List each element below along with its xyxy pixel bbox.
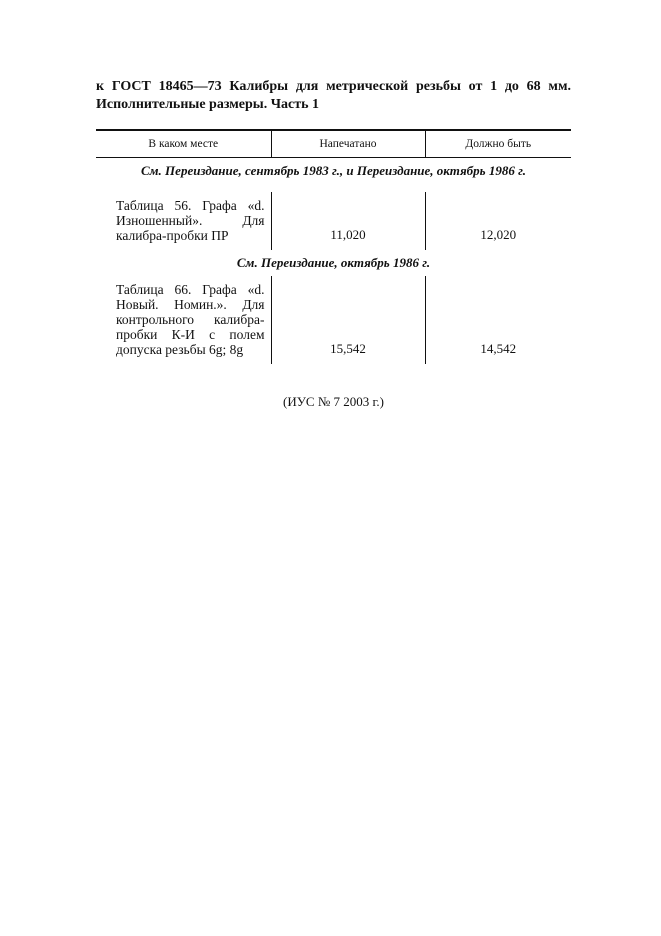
table-header-row <box>96 130 571 158</box>
source-reference: (ИУС № 7 2003 г.) <box>283 394 384 409</box>
table-row <box>96 276 571 364</box>
cell-place: Таблица 56. Графа «d. Изношенный». Для калибра-пробки ПР <box>96 192 271 250</box>
document-title: к ГОСТ 18465—73 Калибры для метрической резьбы от 1 до 68 мм. Исполнительные размеры. Часть 1 <box>96 79 571 112</box>
column-header-correct: Должно быть <box>425 130 571 158</box>
cell-printed: 15,542 <box>271 276 425 364</box>
section-heading-row <box>96 158 571 185</box>
cell-correct: 12,020 <box>480 227 517 242</box>
document-page <box>96 78 571 423</box>
section-heading: См. Переиздание, октябрь 1986 г. <box>236 255 431 270</box>
column-header-printed: Напечатано <box>271 130 425 158</box>
cell-printed: 11,020 <box>271 192 425 250</box>
table-row <box>96 192 571 250</box>
cell-correct: 14,542 <box>480 341 517 356</box>
section-heading-row <box>96 250 571 276</box>
section-heading: См. Переиздание, сентябрь 1983 г., и Переиздание, октябрь 1986 г. <box>140 163 526 178</box>
corrections-table <box>96 129 571 364</box>
column-header-place: В каком месте <box>96 130 271 158</box>
cell-place: Таблица 66. Графа «d. Новый. Номин.». Для контрольного калибра-пробки К-И с полем допуска резьбы 6g; 8g <box>96 276 271 364</box>
